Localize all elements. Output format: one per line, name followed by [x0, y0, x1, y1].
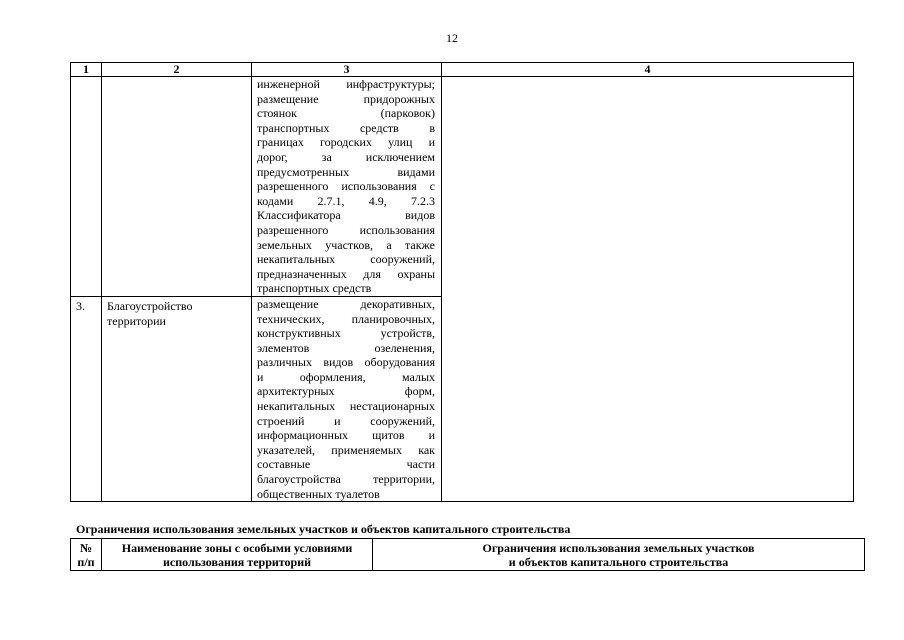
- description-line: размещение придорожных: [257, 91, 435, 106]
- description-line: элементов озеленения,: [257, 340, 435, 355]
- description-line: технических, планировочных,: [257, 311, 435, 326]
- header-line: Наименование зоны с особыми условиями: [121, 541, 353, 555]
- page-number: 12: [446, 31, 458, 45]
- description-line: общественных туалетов: [257, 486, 380, 501]
- description-line: благоустройства территории,: [257, 472, 435, 487]
- section-heading: Ограничения использования земельных участков и объектов капитального строительства: [76, 522, 571, 536]
- description-line: указателей, применяемых как: [257, 442, 435, 457]
- column-header-1: 1: [71, 63, 102, 77]
- restrictions-table: [70, 538, 865, 571]
- description-line: информационных щитов и: [257, 428, 435, 443]
- description-line: и оформления, малых: [257, 369, 435, 384]
- row-description-cell: [252, 296, 442, 501]
- notes-cell: [442, 77, 854, 502]
- description-line: границах городских улиц и: [257, 135, 435, 150]
- description-line: размещение декоративных,: [257, 296, 435, 311]
- number-column-header: [71, 539, 102, 571]
- description-line: строений и сооружений,: [257, 413, 435, 428]
- header-line: п/п: [77, 555, 95, 569]
- row-number-cell: [71, 77, 102, 297]
- description-line: земельных участков, а также: [257, 237, 435, 252]
- description-line: различных видов оборудования: [257, 355, 435, 370]
- restrictions-column-header: [373, 539, 865, 571]
- description-line: инженерной инфраструктуры;: [257, 77, 435, 91]
- column-header-3: 3: [252, 63, 442, 77]
- description-line: некапитальных сооружений,: [257, 252, 435, 267]
- row-description-cell: [252, 77, 442, 297]
- description-line: предусмотренных видами: [257, 164, 435, 179]
- header-line: №: [79, 541, 93, 555]
- row-name-cell: [102, 77, 252, 297]
- column-header-4: 4: [442, 63, 854, 77]
- permitted-use-table: [70, 62, 854, 502]
- description-line: разрешенного использования с: [257, 179, 435, 194]
- row-number-cell: 3.: [71, 296, 102, 501]
- description-line: транспортных средств: [257, 281, 372, 296]
- header-line: и объектов капитального строительства: [508, 555, 729, 569]
- description-line: конструктивных устройств,: [257, 326, 435, 341]
- description-line: предназначенных для охраны: [257, 266, 435, 281]
- column-header-2: 2: [102, 63, 252, 77]
- description-line: разрешенного использования: [257, 222, 435, 237]
- description-line: дорог, за исключением: [257, 149, 435, 164]
- description-line: архитектурных форм,: [257, 384, 435, 399]
- description-line: некапитальных нестационарных: [257, 399, 435, 414]
- description-line: кодами 2.7.1, 4.9, 7.2.3: [257, 193, 435, 208]
- header-line: Ограничения использования земельных участков: [482, 541, 755, 555]
- row-name-cell: [102, 296, 252, 501]
- table-header-row: [71, 63, 854, 77]
- row-name-line: территории: [107, 313, 166, 328]
- description-line: стоянок (парковок): [257, 106, 435, 121]
- description-line: Классификатора видов: [257, 208, 435, 223]
- row-name-line: Благоустройство: [107, 298, 193, 313]
- zone-column-header: [102, 539, 373, 571]
- table-row: [71, 77, 854, 297]
- header-line: использования территорий: [162, 555, 312, 569]
- description-line: составные части: [257, 457, 435, 472]
- restrictions-header-row: [71, 539, 865, 571]
- description-line: транспортных средств в: [257, 120, 435, 135]
